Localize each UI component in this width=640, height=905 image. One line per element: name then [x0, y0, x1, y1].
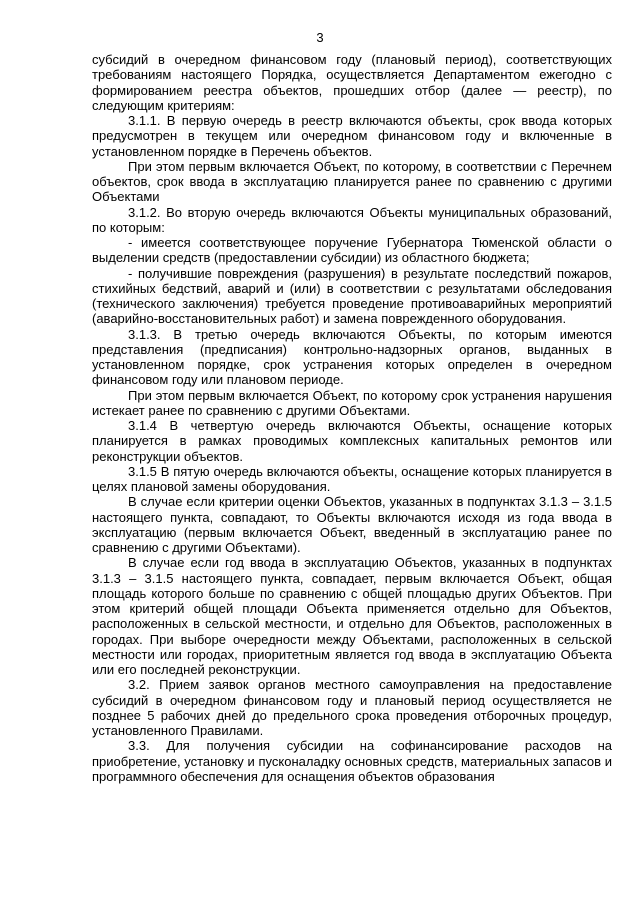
document-body [92, 52, 612, 784]
list-item-governor-order: - имеется соответствующее поручение Губернатора Тюменской области о выделении средств (предоставлении субсидии) из областного бюджета; [92, 235, 612, 266]
paragraph-3-2: 3.2. Прием заявок органов местного самоуправления на предоставление субсидий в очередном финансовом году и плановый период осуществляется не позднее 5 рабочих дней до предельного срока проведения отборочных процедур, установленного Правилами. [92, 677, 612, 738]
paragraph-3-1-3-note: При этом первым включается Объект, по которому срок устранения нарушения истекает ранее по сравнению с другими Объектами. [92, 387, 612, 418]
paragraph-3-3: 3.3. Для получения субсидии на софинансирование расходов на приобретение, установку и пусконаладку основных средств, материальных запасов и программного обеспечения для оснащения объектов образования [92, 738, 612, 784]
paragraph-3-1-1: 3.1.1. В первую очередь в реестр включаются объекты, срок ввода которых предусмотрен в текущем или очередном финансовом году и включенные в установленном порядке в Перечень объектов. [92, 113, 612, 159]
paragraph-3-1-4: 3.1.4 В четвертую очередь включаются Объекты, оснащение которых планируется в рамках проводимых комплексных капитальных ремонтов или реконструкции объектов. [92, 418, 612, 464]
page-number: 3 [316, 30, 324, 45]
paragraph-3-1-2: 3.1.2. Во вторую очередь включаются Объекты муниципальных образований, по которым: [92, 204, 612, 235]
paragraph-year-tie: В случае если год ввода в эксплуатацию Объектов, указанных в подпунктах 3.1.3 – 3.1.5 настоящего пункта, совпадает, первым включается Объект, общая площадь которого больше по сравнению с общей площадью других Объектов. При этом критерий общей площади Объекта применяется отдельно для Объектов, расположенных в сельской местности, и отдельно для Объектов, расположенных в городах. При выборе очередности между Объектами, расположенных в сельской местности или городах, приоритетным является год ввода в эксплуатацию Объекта или его последней реконструкции. [92, 555, 612, 677]
paragraph-continuation: субсидий в очередном финансовом году (плановый период), соответствующих требованиям настоящего Порядка, осуществляется Департаментом ежегодно с формированием реестра объектов, прошедших отбор (далее — реестр), по следующим критериям: [92, 52, 612, 113]
paragraph-3-1-1-note: При этом первым включается Объект, по которому, в соответствии с Перечнем объектов, срок ввода в эксплуатацию планируется ранее по сравнению с другими Объектами [92, 158, 612, 205]
paragraph-3-1-5: 3.1.5 В пятую очередь включаются объекты, оснащение которых планируется в целях плановой замены оборудования. [92, 463, 612, 494]
list-item-damage: - получившие повреждения (разрушения) в результате последствий пожаров, стихийных бедствий, аварий и (или) в соответствии с результатами обследования (технического заключения) требуется проведение противоаварийных мероприятий (аварийно-восстановительных работ) и замена поврежденного оборудования. [92, 265, 612, 327]
paragraph-3-1-3: 3.1.3. В третью очередь включаются Объекты, по которым имеются представления (предписания) контрольно-надзорных органов, выданных в установленном порядке, срок устранения которых определен в очередном финансовом году или плановом периоде. [92, 326, 612, 388]
paragraph-criteria-tie: В случае если критерии оценки Объектов, указанных в подпунктах 3.1.3 – 3.1.5 настоящего пункта, совпадают, то Объекты включаются исходя из года ввода в эксплуатацию (первым включается Объект, введенный в эксплуатацию ранее по сравнению с другими Объектами). [92, 494, 612, 555]
